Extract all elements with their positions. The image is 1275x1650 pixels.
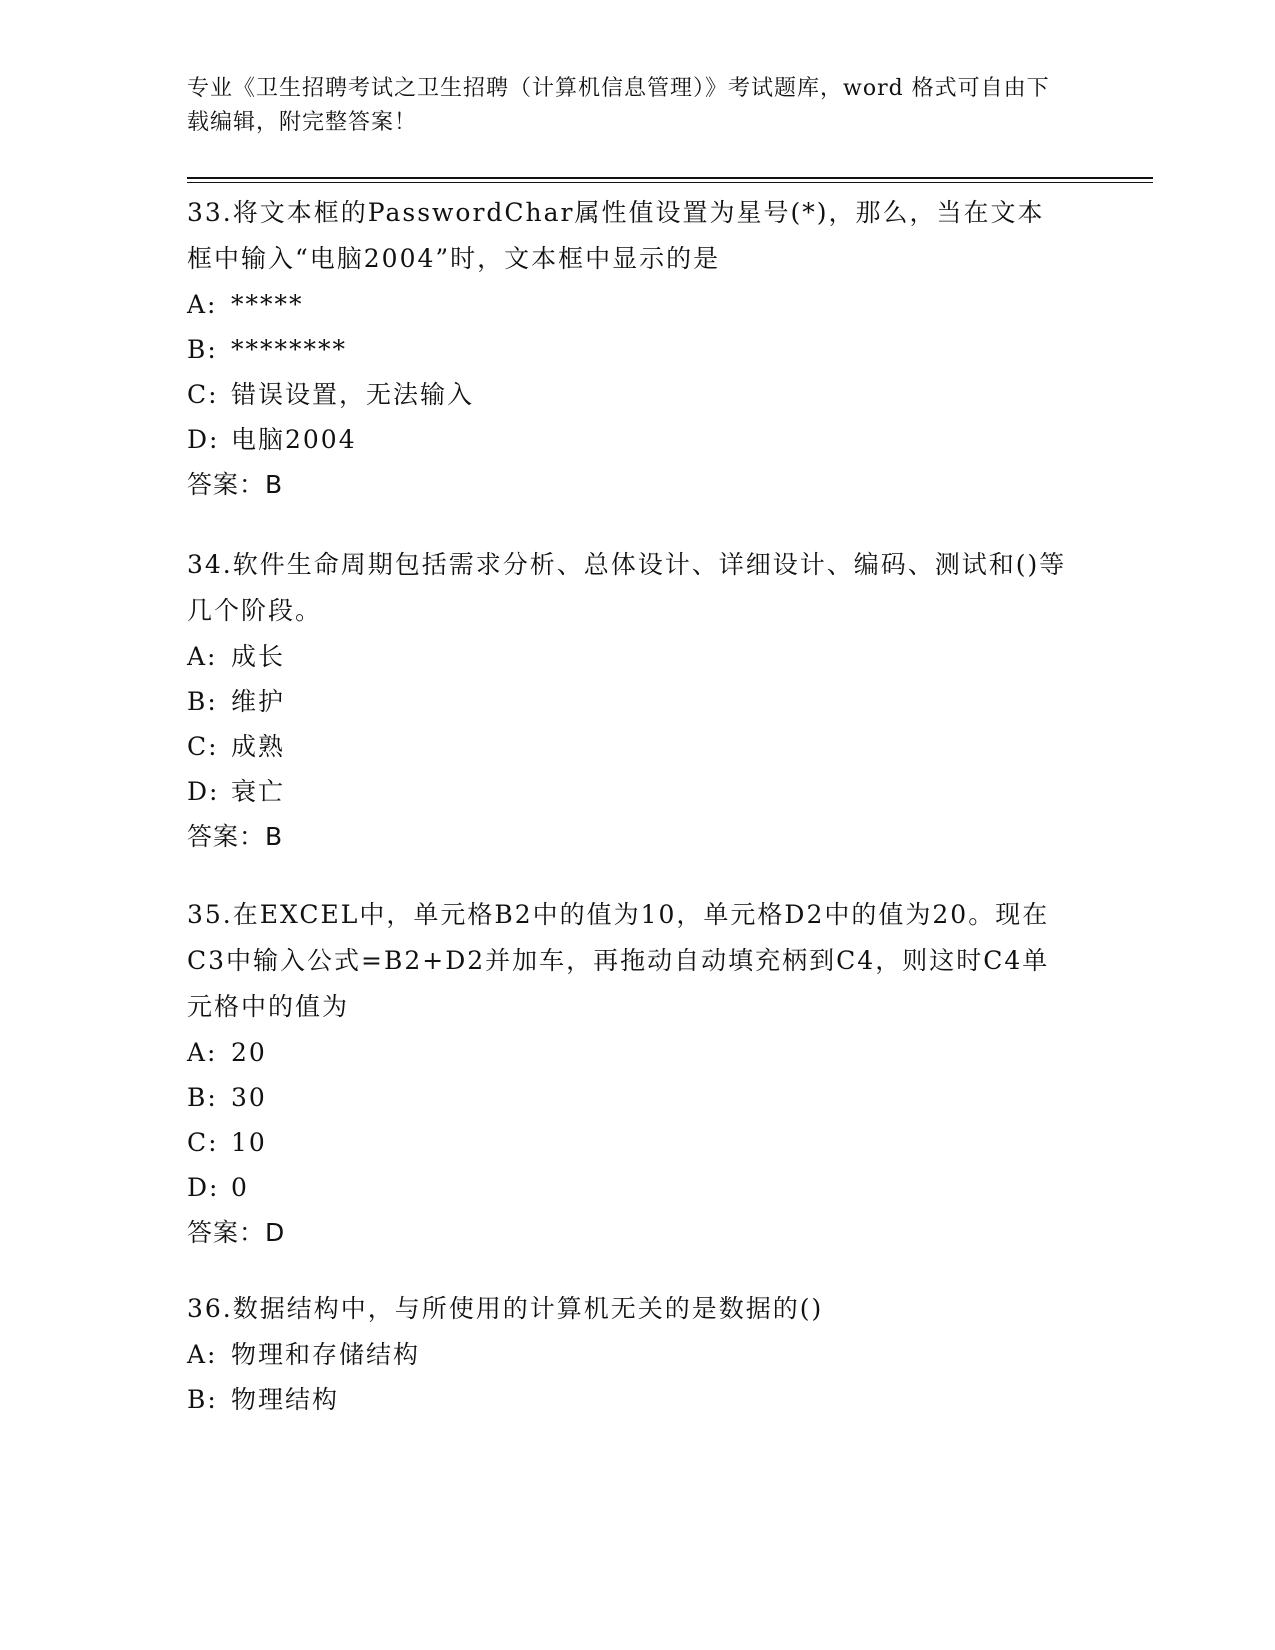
question-35 (187, 892, 1067, 1255)
option-label: A: (187, 642, 218, 671)
option-text: 20 (231, 1038, 267, 1067)
option-text: 物理和存储结构 (231, 1340, 421, 1369)
answer-line: 答案：B (187, 822, 284, 851)
question-33 (187, 190, 1067, 507)
option-a (187, 282, 1067, 327)
option-label: C: (187, 380, 219, 409)
answer-line: 答案：B (187, 470, 284, 499)
option-label: A: (187, 1340, 218, 1369)
option-label: C: (187, 732, 219, 761)
option-a (187, 634, 1067, 679)
option-text: ******** (231, 335, 347, 364)
option-text: 物理结构 (231, 1385, 340, 1414)
option-label: A: (187, 290, 218, 319)
answer-line: 答案：D (187, 1218, 286, 1247)
option-label: B: (187, 1083, 218, 1112)
question-text: 36.数据结构中，与所使用的计算机无关的是数据的() (187, 1294, 824, 1323)
option-label: A: (187, 1038, 218, 1067)
option-label: D: (187, 425, 220, 454)
question-text: 33.将文本框的PasswordChar属性值设置为星号(*)，那么，当在文本框中输入“电脑2004”时，文本框中显示的是 (187, 198, 1045, 273)
document-intro: 专业《卫生招聘考试之卫生招聘（计算机信息管理）》考试题库，word 格式可自由下载编辑，附完整答案！ (187, 76, 1050, 135)
option-d (187, 417, 1067, 462)
header-divider-thin (187, 182, 1153, 183)
option-label: B: (187, 687, 218, 716)
option-text: 0 (231, 1173, 249, 1202)
option-text: 衰亡 (231, 777, 286, 806)
option-b (187, 1377, 1067, 1422)
question-36 (187, 1286, 1067, 1422)
header-divider-thick (187, 177, 1153, 179)
option-text: 10 (231, 1128, 267, 1157)
option-d (187, 769, 1067, 814)
option-b (187, 679, 1067, 724)
option-c (187, 372, 1067, 417)
option-text: ***** (231, 290, 304, 319)
question-34 (187, 542, 1067, 859)
option-c (187, 724, 1067, 769)
option-label: B: (187, 1385, 218, 1414)
option-text: 维护 (231, 687, 286, 716)
question-text: 35.在EXCEL中，单元格B2中的值为10，单元格D2中的值为20。现在C3中输入公式=B2+D2并加车，再拖动自动填充柄到C4，则这时C4单元格中的值为 (187, 900, 1050, 1021)
option-label: D: (187, 1173, 220, 1202)
option-a (187, 1332, 1067, 1377)
option-b (187, 1075, 1067, 1120)
option-text: 30 (231, 1083, 267, 1112)
option-text: 成长 (231, 642, 286, 671)
question-text: 34.软件生命周期包括需求分析、总体设计、详细设计、编码、测试和()等几个阶段。 (187, 550, 1067, 625)
option-text: 电脑2004 (231, 425, 357, 454)
option-label: D: (187, 777, 220, 806)
option-c (187, 1120, 1067, 1165)
option-b (187, 327, 1067, 372)
option-text: 成熟 (231, 732, 286, 761)
option-text: 错误设置，无法输入 (231, 380, 475, 409)
option-label: C: (187, 1128, 219, 1157)
option-a (187, 1030, 1067, 1075)
option-d (187, 1165, 1067, 1210)
option-label: B: (187, 335, 218, 364)
